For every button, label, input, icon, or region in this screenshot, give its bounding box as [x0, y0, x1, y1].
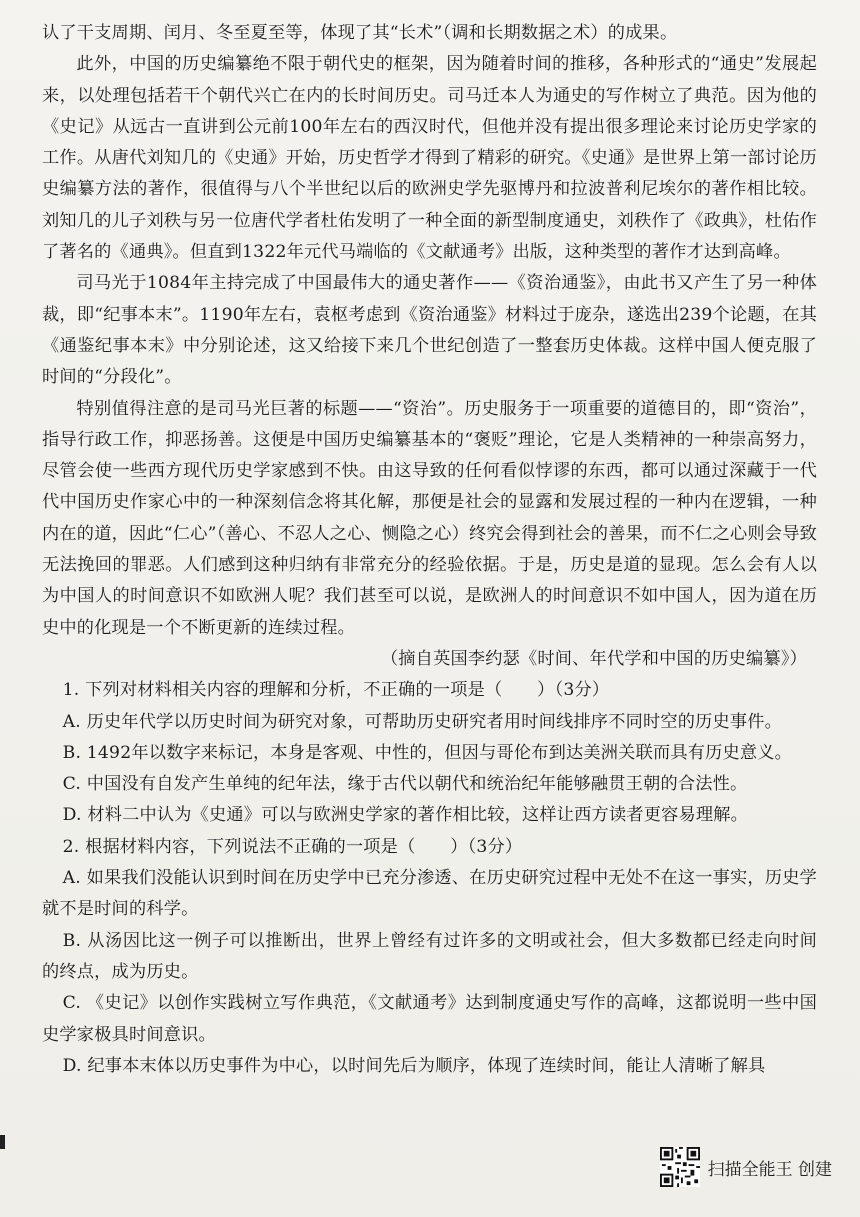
qr-code-icon — [660, 1147, 700, 1187]
question-2-option-b: B. 从汤因比这一例子可以推断出，世界上曾经有过许多的文明或社会，但大多数都已经走向时间的终点，成为历史。 — [42, 930, 817, 982]
paragraph-continuation: 认了干支周期、闰月、冬至夏至等，体现了其“长术”（调和长期数据之术）的成果。 — [42, 23, 678, 43]
question-1-option-c: C. 中国没有自发产生单纯的纪年法，缘于古代以朝代和统治纪年能够融贯王朝的合法性。 — [62, 774, 748, 795]
question-1-option-b: B. 1492年以数字来标记，本身是客观、中性的，但因与哥伦布到达美洲关联而具有历史意义。 — [62, 742, 793, 763]
source-citation: （摘自英国李约瑟《时间、年代学和中国的历史编纂》） — [380, 648, 807, 669]
paragraph-general-history: 此外，中国的历史编纂绝不限于朝代史的框架，因为随着时间的推移，各种形式的“通史”发展起来，以处理包括若干个朝代兴亡在内的长时间历史。司马迁本人为通史的写作树立了典范。因为他的《史记》从远古一直讲到公元前100年左右的西汉时代，但他并没有提出很多理论来讨论历史学家的工作。从唐代刘知几的《史通》开始，历史哲学才得到了精彩的研究。《史通》是世界上第一部讨论历史编纂方法的著作，很值得与八个半世纪以后的欧洲史学先驱博丹和拉波普利尼埃尔的著作相比较。刘知几的儿子刘秩与另一位唐代学者杜佑发明了一种全面的新型制度通史，刘秩作了《政典》，杜佑作了著名的《通典》。但直到1322年元代马端临的《文献通考》出版，这种类型的著作才达到高峰。 — [42, 54, 817, 263]
paragraph-zizhi-tongjian: 司马光于1084年主持完成了中国最伟大的通史著作——《资治通鉴》，由此书又产生了另一种体裁，即“纪事本末”。1190年左右，袁枢考虑到《资治通鉴》材料过于庞杂，遂选出239个论题，在其《通鉴纪事本末》中分别论述，这又给接下来几个世纪创造了一整套历史体裁。这样中国人便克服了时间的“分段化”。 — [42, 273, 817, 388]
question-2-option-a: A. 如果我们没能认识到时间在历史学中已充分渗透、在历史研究过程中无处不在这一事实，历史学就不是时间的科学。 — [42, 868, 817, 920]
question-1-option-d: D. 材料二中认为《史通》可以与欧洲史学家的著作相比较，这样让西方读者更容易理解。 — [62, 805, 749, 826]
question-2-stem: 2. 根据材料内容，下列说法不正确的一项是（ ）（3分） — [62, 836, 523, 857]
question-2-option-d: D. 纪事本末体以历史事件为中心，以时间先后为顺序，体现了连续时间，能让人清晰了解具 — [62, 1055, 766, 1076]
article-body — [42, 18, 817, 1082]
question-2-option-c: C. 《史记》以创作实践树立写作典范，《文献通考》达到制度通史写作的高峰，这都说明一些中国史学家极具时间意识。 — [42, 993, 817, 1045]
scan-edge-mark — [0, 1135, 5, 1149]
scanner-watermark-label: 扫描全能王 创建 — [707, 1159, 832, 1180]
question-1-stem: 1. 下列对材料相关内容的理解和分析，不正确的一项是（ ）（3分） — [62, 680, 610, 701]
question-1-option-a: A. 历史年代学以历史时间为研究对象，可帮助历史研究者用时间线排序不同时空的历史事件。 — [62, 711, 783, 732]
paragraph-zizhi-title: 特别值得注意的是司马光巨著的标题——“资治”。历史服务于一项重要的道德目的，即“资治”，指导行政工作，抑恶扬善。这便是中国历史编纂基本的“褒贬”理论，它是人类精神的一种崇高努力，尽管会使一些西方现代历史学家感到不快。由这导致的任何看似悖谬的东西，都可以通过深藏于一代代中国历史作家心中的一种深刻信念将其化解，那便是社会的显露和发展过程的一种内在逻辑，一种内在的道，因此“仁心”（善心、不忍人之心、恻隐之心）终究会得到社会的善果，而不仁之心则会导致无法挽回的罪恶。人们感到这种归纳有非常充分的经验依据。于是，历史是道的显现。怎么会有人以为中国人的时间意识不如欧洲人呢？我们甚至可以说，是欧洲人的时间意识不如中国人，因为道在历史中的化现是一个不断更新的连续过程。 — [42, 398, 817, 638]
scanner-watermark — [660, 1147, 832, 1187]
